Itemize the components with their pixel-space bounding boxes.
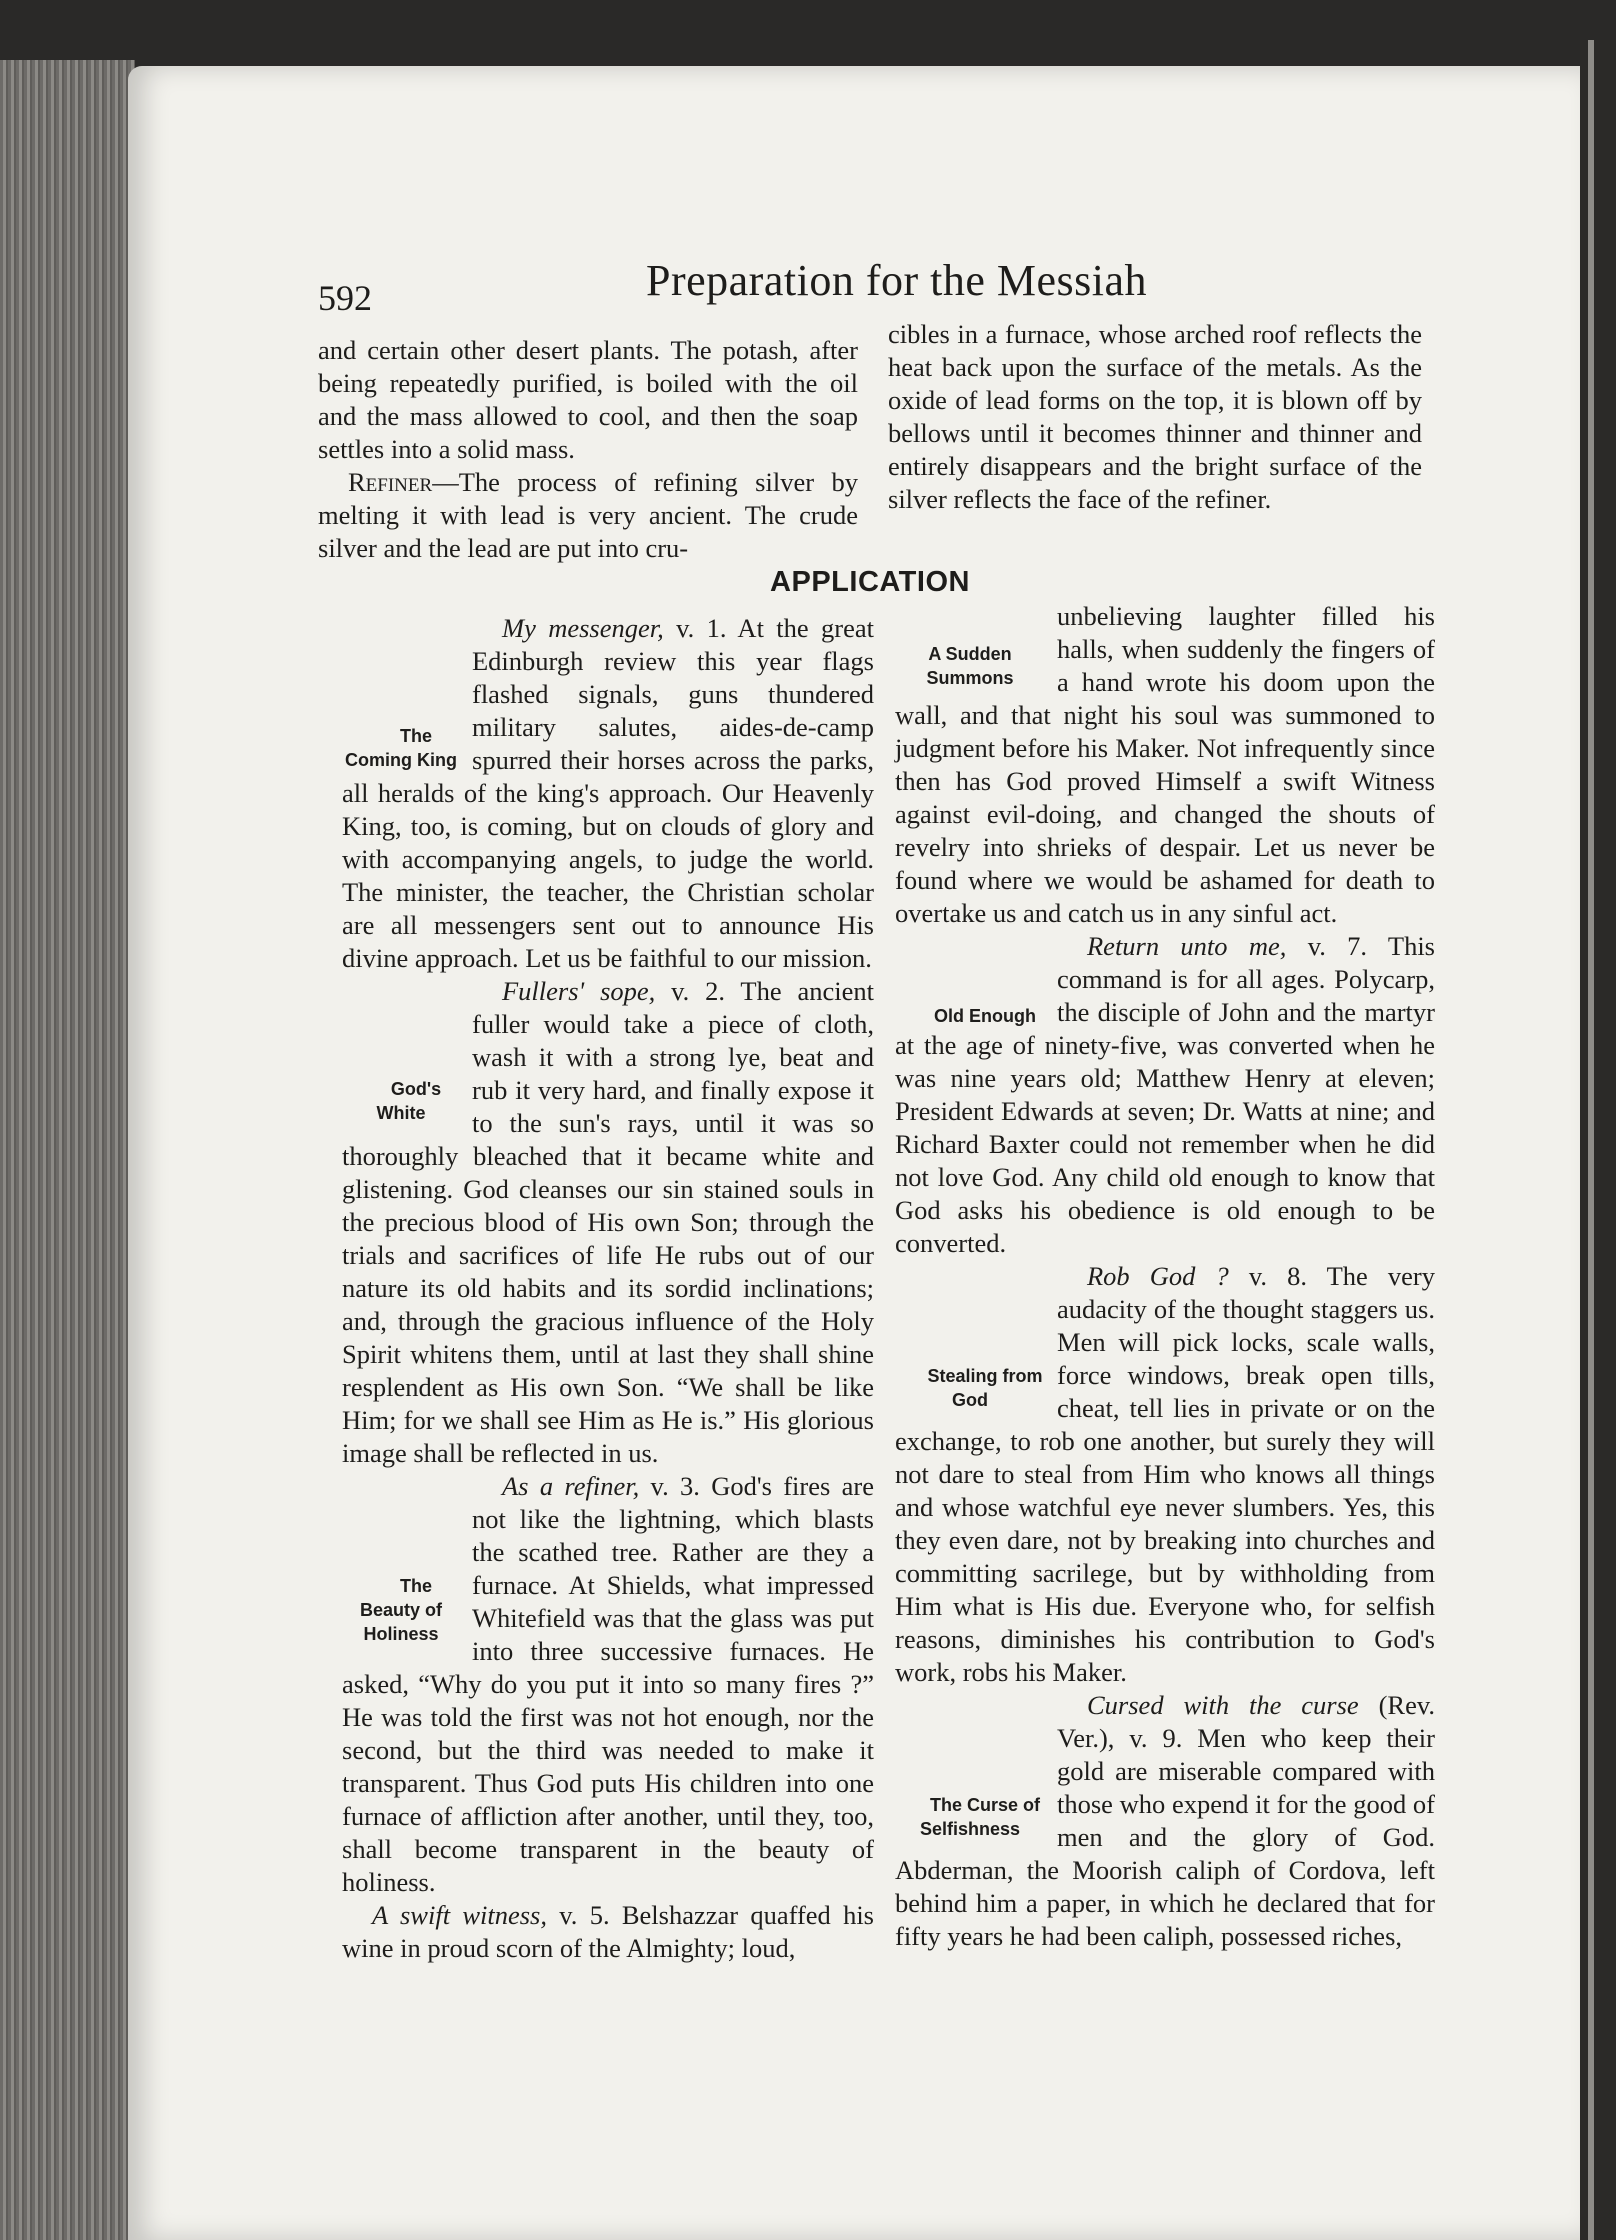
next-page-edge: [1580, 40, 1616, 2240]
lead-rob-god: Rob God ?: [1087, 1261, 1229, 1291]
refiner-text: —The process of refining silver by melting it with lead is very ancient. The crude silver and the lead are put into cru-: [318, 467, 858, 563]
lead-as-a-refiner: As a refiner,: [502, 1471, 640, 1501]
lead-swift-witness: A swift witness,: [372, 1900, 547, 1930]
sidenote-curse-of-selfishness: The Curse of Selfishness: [919, 1795, 1040, 1839]
lead-return-unto-me: Return unto me,: [1087, 931, 1287, 961]
text-my-messenger: v. 1. At the great Edinburgh review this year flags flashed signals, guns thundered military salutes, aides-de-camp spurred their horses across the parks, all heralds of the king's approach. Our Heavenly King, too, is coming, but on clouds of glory and with accompanying angels, to judge the world. The minister, the teacher, the Christian scholar are all messengers sent out to announce His divine approach. Let us be faithful to our mission.: [342, 613, 875, 973]
sidenote-coming-king: The Coming King: [345, 726, 457, 770]
page-title: Preparation for the Messiah: [646, 256, 1148, 305]
paragraph-my-messenger: [342, 612, 874, 975]
paragraph-crucibles: cibles in a furnace, whose arched roof reflects the heat back upon the surface of the metals. As the oxide of lead forms on the top, it is blown off by bellows until it becomes thinner and thinner and entirely disappears and the bright surface of the silver reflects the face of the refiner.: [888, 319, 1422, 514]
paragraph-belshazzar: [895, 600, 1435, 930]
page-number: 592: [318, 278, 372, 318]
sidenote-stealing-from-god: Stealing from God: [927, 1366, 1043, 1410]
running-head: [318, 255, 1438, 318]
sidenote-gods-white: God's White: [376, 1079, 442, 1123]
text-return-unto-me: v. 7. This command is for all ages. Polycarp, the disciple of John and the martyr at the age of ninety-five, was converted when he was nine years old; Matthew Henry at eleven; President Edwards at seven; Dr. Watts at nine; and Richard Baxter could not remember when he did not love God. Any child old enough to know that God asks his obedience is old enough to be converted.: [895, 931, 1435, 1258]
sidenote-beauty-of-holiness: The Beauty of Holiness: [359, 1576, 442, 1644]
paragraph-rob-god: [895, 1260, 1435, 1689]
paragraph-swift-witness: [342, 1899, 874, 1965]
text-cursed-with-curse: (Rev. Ver.), v. 9. Men who keep their gold are miserable compared with those who expend it for the good of men and the glory of God. Abderman, the Moorish caliph of Cordova, left behind him a paper, in which he declared that for fifty years he had been caliph, possessed riches,: [895, 1690, 1435, 1951]
sidenote-old-enough: Old Enough: [934, 1006, 1036, 1026]
lead-fullers-sope: Fullers' sope,: [502, 976, 656, 1006]
text-swift-witness: v. 5. Belshazzar quaffed his wine in proud scorn of the Almighty; loud,: [342, 1900, 874, 1963]
text-belshazzar: unbelieving laughter filled his halls, when suddenly the fingers of a hand wrote his doom upon the wall, and that night his soul was summoned to judgment before his Maker. Not infrequently since then has God proved Himself a swift Witness against evil-doing, and changed the shouts of revelry into shrieks of despair. Let us never be found where we would be ashamed for death to overtake us and catch us in any sinful act.: [895, 601, 1435, 928]
lead-my-messenger: My messenger,: [502, 613, 664, 643]
paragraph-refiner: [318, 466, 858, 565]
paragraph-fullers-sope: [342, 975, 874, 1470]
term-refiner: Refiner: [348, 467, 433, 497]
paragraph-return-unto-me: [895, 930, 1435, 1260]
top-left-column: [318, 334, 858, 565]
paragraph-soap: and certain other desert plants. The potash, after being repeatedly purified, is boiled with the oil and the mass allowed to cool, and then the soap settles into a solid mass.: [318, 335, 858, 464]
top-right-column: [888, 318, 1422, 516]
sidenote-sudden-summons: A Sudden Summons: [926, 644, 1014, 688]
lead-cursed-with-curse: Cursed with the curse: [1087, 1690, 1359, 1720]
paragraph-cursed-with-curse: [895, 1689, 1435, 1953]
text-fullers-sope: v. 2. The ancient fuller would take a piece of cloth, wash it with a strong lye, beat and rub it very hard, and finally expose it to the sun's rays, until it was so thoroughly bleached that it became white and glistening. God cleanses our sin stained souls in the precious blood of His own Son; through the trials and sacrifices of life He rubs out of our nature its old habits and its sordid inclinations; and, through the gracious influence of the Holy Spirit whitens them, until at last they shall shine resplendent as His own Son. “We shall be like Him; for we shall see Him as He is.” His glorious image shall be reflected in us.: [342, 976, 874, 1468]
left-column: [342, 612, 874, 1965]
paragraph-as-a-refiner: [342, 1470, 874, 1899]
text-rob-god: v. 8. The very audacity of the thought staggers us. Men will pick locks, scale walls, force windows, break open tills, cheat, tell lies in private or on the exchange, to rob one another, but surely they will not dare to steal from Him who knows all things and whose watchful eye never slumbers. Yes, this they even dare, not by breaking into churches and committing sacrilege, but by withholding from Him what is His due. Everyone who, for selfish reasons, diminishes his contribution to God's work, robs his Maker.: [895, 1261, 1436, 1687]
book-page-edges: [0, 60, 135, 2240]
right-column: [895, 600, 1435, 1953]
text-as-a-refiner: v. 3. God's fires are not like the lightning, which blasts the scathed tree. Rather are they a furnace. At Shields, what impressed Whitefield was that the glass was put into three successive furnaces. He asked, “Why do you put it into so many fires ?” He was told the first was not hot enough, nor the second, but the third was needed to make it transparent. Thus God puts His children into one furnace of affliction after another, until they, too, shall become transparent in the beauty of holiness.: [342, 1471, 874, 1897]
section-heading: APPLICATION: [770, 566, 970, 598]
